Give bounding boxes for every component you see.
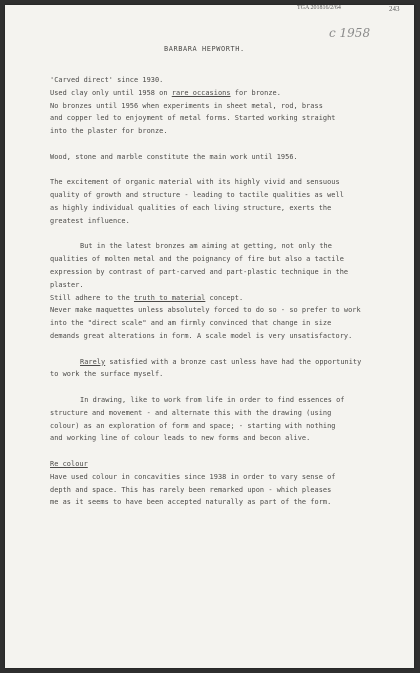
underlined-text: Rarely [80,357,106,366]
text-segment: me as it seems to have been accepted naturally as part of the form. [50,498,332,507]
text-line [50,240,395,253]
underlined-text: Re colour [50,459,88,468]
text-segment: plaster. [50,280,84,289]
text-line [50,496,395,509]
text-segment: structure and movement - and alternate this with the drawing (using [50,408,332,417]
text-line [50,394,395,407]
paragraph-gap [50,228,395,241]
text-line [50,100,395,113]
text-line [50,266,395,279]
text-line [50,304,395,317]
text-line [50,112,395,125]
text-segment: Have used colour in concavities since 1938 in order to vary sense of [50,472,336,481]
text-segment: qualities of molten metal and the poignancy of fire but also a tactile [50,255,344,264]
text-line [50,279,395,292]
text-line [50,253,395,266]
text-segment: and copper led to enjoyment of metal forms. Started working straight [50,114,336,123]
text-segment: Still adhere to the [50,293,134,302]
underlined-text: truth to material [133,293,206,302]
text-line [50,202,395,215]
text-line [50,317,395,330]
text-segment: Wood, stone and marble constitute the main work until 1956. [50,152,298,161]
text-line [50,176,395,189]
document-title: BARBARA HEPWORTH. [164,45,245,53]
text-segment: to work the surface myself. [50,370,164,379]
text-line [50,484,395,497]
text-segment: as highly individual qualities of each living structure, exerts the [50,203,332,212]
text-line [50,420,395,433]
paragraph-gap [50,445,395,458]
text-segment: into the "direct scale" and am firmly convinced that change in size [50,319,332,328]
paragraph-gap [50,164,395,177]
text-line [50,151,395,164]
text-line [50,189,395,202]
text-segment: But in the latest bronzes am aiming at getting, not only the [80,242,332,251]
text-segment: demands great alterations in form. A scale model is very unsatisfactory. [50,331,353,340]
text-segment: No bronzes until 1956 when experiments in sheet metal, rod, brass [50,101,323,110]
text-line [50,215,395,228]
archive-reference: TGA 201816/2/64 [297,5,341,11]
text-line [50,125,395,138]
document-page [5,5,414,668]
paragraph-gap [50,138,395,151]
text-segment: 'Carved direct' since 1930. [50,76,164,84]
text-line [50,368,395,381]
paragraph-gap [50,343,395,356]
text-line [50,458,395,471]
text-segment: and working line of colour leads to new forms and becon alive. [50,434,311,443]
text-segment: into the plaster for bronze. [50,127,168,136]
paragraph-gap [50,381,395,394]
text-segment: Never make maquettes unless absolutely forced to do so - so prefer to work [50,306,361,315]
text-line [50,87,395,100]
text-line [50,74,395,87]
text-line [50,432,395,445]
text-segment: The excitement of organic material with its highly vivid and sensuous [50,178,340,187]
text-segment: expression by contrast of part-carved and part-plastic technique in the [50,267,349,276]
page-number: 243 [389,5,400,13]
text-segment: quality of growth and structure - leading to tactile qualities as well [50,191,344,200]
handwritten-date-note: c 1958 [329,26,371,40]
text-segment: Used clay only until 1958 on [50,88,172,97]
underlined-text: rare occasions [171,88,231,97]
text-segment: colour) as an exploration of form and space; - starting with nothing [50,421,336,430]
text-segment: depth and space. This has rarely been remarked upon - which pleases [50,485,332,494]
text-segment: for bronze. [230,88,281,97]
text-line [50,356,395,369]
text-line [50,407,395,420]
text-line [50,292,395,305]
text-segment: concept. [205,293,244,302]
text-line [50,471,395,484]
text-line [50,330,395,343]
document-body [50,74,395,509]
text-segment: In drawing, like to work from life in order to find essences of [80,395,345,404]
text-segment: greatest influence. [50,216,130,225]
text-segment: satisfied with a bronze cast unless have had the opportunity [105,357,362,366]
